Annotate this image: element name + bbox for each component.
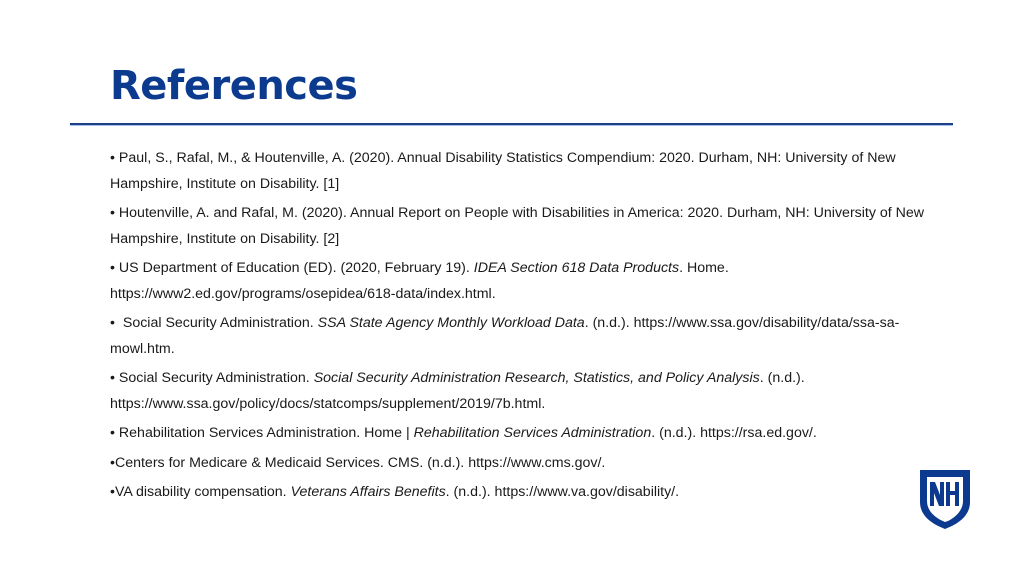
bullet: • — [110, 484, 115, 500]
reference-title: Veterans Affairs Benefits — [290, 484, 446, 500]
bullet: • — [110, 425, 119, 441]
bullet: • — [110, 315, 123, 331]
reference-text-tail: . (n.d.). https://www.ssa.gov/policy/docs/statcomps/supplement/2019/7b.html. — [110, 370, 805, 412]
reference-item — [110, 451, 930, 477]
unh-shield-logo-icon — [918, 468, 972, 530]
reference-title: SSA State Agency Monthly Workload Data — [317, 315, 585, 331]
reference-item — [110, 146, 930, 197]
reference-text-tail: . (n.d.). https://www.va.gov/disability/. — [445, 484, 680, 500]
reference-item — [110, 421, 930, 447]
reference-item — [110, 256, 930, 307]
reference-list — [110, 146, 930, 510]
bullet: • — [110, 205, 119, 221]
reference-title: Rehabilitation Services Administration — [413, 425, 652, 441]
title-divider — [70, 123, 953, 126]
reference-text: US Department of Education (ED). (2020, February 19). — [118, 260, 474, 276]
reference-title: Social Security Administration Research, Statistics, and Policy Analysis — [313, 370, 760, 386]
reference-text: Houtenville, A. and Rafal, M. (2020). Annual Report on People with Disabilities in America: 2020. Durham, NH: University of New Hampshire, Institute on Disability. [2] — [110, 205, 925, 247]
reference-text: Social Security Administration. — [122, 315, 318, 331]
reference-item — [110, 366, 930, 417]
reference-item — [110, 480, 930, 506]
bullet: • — [110, 370, 119, 386]
slide-title: References — [110, 63, 358, 109]
reference-item — [110, 311, 930, 362]
reference-text: VA disability compensation. — [114, 484, 291, 500]
bullet: • — [110, 454, 115, 471]
reference-text: Social Security Administration. — [118, 370, 314, 386]
reference-item — [110, 201, 930, 252]
bullet: • — [110, 260, 119, 276]
reference-text-tail: . Home. https://www2.ed.gov/programs/osepidea/618-data/index.html. — [110, 260, 729, 302]
reference-text: Paul, S., Rafal, M., & Houtenville, A. (2020). Annual Disability Statistics Compendium: 2020. Durham, NH: University of New Hampshire, Institute on Disability. [1] — [110, 150, 896, 192]
reference-title: IDEA Section 618 Data Products — [473, 260, 680, 276]
reference-text-tail: . (n.d.). https://rsa.ed.gov/. — [651, 425, 817, 441]
reference-text-tail: . (n.d.). https://www.ssa.gov/disability/data/ssa-sa-mowl.htm. — [110, 315, 900, 357]
reference-text: Centers for Medicare & Medicaid Services. CMS. (n.d.). https://www.cms.gov/. — [114, 454, 606, 471]
bullet: • — [110, 150, 119, 166]
reference-text: Rehabilitation Services Administration. Home | — [118, 425, 414, 441]
